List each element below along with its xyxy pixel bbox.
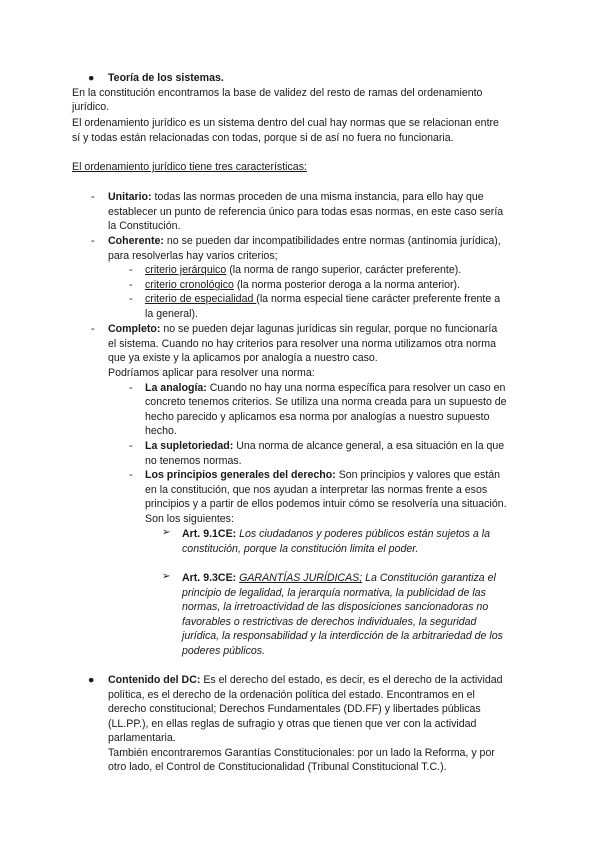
article-label: Art. 9.3CE: bbox=[182, 572, 237, 584]
article-line: principio de legalidad, la jerarquía normativa, la publicidad de las bbox=[182, 587, 486, 599]
subheading: El ordenamiento jurídico tiene tres características: bbox=[72, 161, 307, 173]
dash-marker: - bbox=[129, 440, 133, 452]
paragraph-line: En la constitución encontramos la base de validez del resto de ramas del ordenamiento bbox=[72, 87, 483, 99]
item-line: en la constitución, que nos ayudan a interpretar las normas frente a esos bbox=[145, 484, 488, 496]
item-completo bbox=[108, 322, 497, 337]
term-label: Contenido del DC: bbox=[108, 674, 201, 686]
item-line: para resolverlas hay varios criterios; bbox=[108, 250, 278, 262]
article-line: normas, la irretroactividad de las disposiciones sancionadoras no bbox=[182, 601, 489, 613]
item-analogia bbox=[145, 381, 505, 396]
paragraph-line: jurídico. bbox=[72, 101, 110, 113]
item-text: Una norma de alcance general, a esa situación en la que bbox=[233, 440, 505, 452]
item-line: que ya existe y la aplicamos por analogía a nuestro caso. bbox=[108, 352, 378, 364]
term-label: Unitario: bbox=[108, 191, 152, 203]
bullet-marker: ● bbox=[88, 674, 95, 686]
item-line: Son los siguientes: bbox=[145, 513, 234, 525]
term-label: Completo: bbox=[108, 323, 161, 335]
arrow-marker: ➢ bbox=[162, 527, 171, 538]
dash-marker: - bbox=[129, 264, 133, 276]
item-line: otro lado, el Control de Constitucionalidad (Tribunal Constitucional T.C.). bbox=[108, 761, 447, 773]
item-text: Cuando no hay una norma específica para resolver un caso en bbox=[206, 382, 506, 394]
term-label: La analogía: bbox=[145, 382, 207, 394]
item-line: la general). bbox=[145, 308, 198, 320]
item-line: Podríamos aplicar para resolver una norma: bbox=[108, 367, 315, 379]
arrow-marker: ➢ bbox=[162, 571, 171, 582]
article-9-1 bbox=[182, 527, 490, 542]
criterio-cronologico bbox=[145, 278, 460, 293]
item-principios bbox=[145, 468, 500, 483]
item-line: derecho constitucional; Derechos Fundamentales (DD.FF) y libertades públicas bbox=[108, 703, 481, 715]
term-label: La supletoriedad: bbox=[145, 440, 234, 452]
dash-marker: - bbox=[129, 279, 133, 291]
criterio-term: criterio jerárquico bbox=[145, 264, 227, 276]
article-line: jurídica, la responsabilidad y la interdicción de la arbitrariedad de los bbox=[182, 630, 503, 642]
paragraph-line: sí y todas están relacionadas con todas, porque si de así no fuera no funcionaria. bbox=[72, 132, 454, 144]
dash-marker: - bbox=[91, 323, 95, 335]
item-text: todas las normas proceden de una misma instancia, para ello hay que bbox=[151, 191, 484, 203]
item-line: principios y a partir de ellos podemos intuir cómo se resolvería una situación. bbox=[145, 498, 507, 510]
dash-marker: - bbox=[91, 235, 95, 247]
item-unitario bbox=[108, 190, 484, 205]
article-line: constitución, porque la constitución limita el poder. bbox=[182, 543, 419, 555]
item-coherente bbox=[108, 234, 501, 249]
dash-marker: - bbox=[129, 469, 133, 481]
criterio-term: criterio cronológico bbox=[145, 279, 234, 291]
criterio-especialidad bbox=[145, 292, 500, 307]
article-text: La Constitución garantiza el bbox=[362, 572, 496, 584]
item-text: Son principios y valores que están bbox=[335, 469, 501, 481]
item-supletoriedad bbox=[145, 439, 504, 454]
article-line: favorables o restrictivas de derechos individuales, la seguridad bbox=[182, 616, 477, 628]
item-text: no se pueden dejar lagunas jurídicas sin regular, porque no funcionaría bbox=[160, 323, 498, 335]
item-line: no tenemos normas. bbox=[145, 455, 242, 467]
item-line: También encontraremos Garantías Constitucionales: por un lado la Reforma, y por bbox=[108, 747, 495, 759]
criterio-text: (la norma posterior deroga a la norma anterior). bbox=[233, 279, 461, 291]
criterio-jerarquico bbox=[145, 263, 461, 278]
paragraph-line: El ordenamiento jurídico es un sistema dentro del cual hay normas que se relacionan entre bbox=[72, 117, 499, 129]
criterio-term: criterio de especialidad bbox=[145, 293, 257, 305]
dash-marker: - bbox=[129, 293, 133, 305]
item-line: el sistema. Cuando no hay criterios para resolver una norma utilizamos otra norma bbox=[108, 338, 497, 350]
article-9-3 bbox=[182, 571, 496, 586]
criterio-text: (la norma especial tiene carácter preferente frente a bbox=[256, 293, 501, 305]
article-term: GARANTÍAS JURÍDICAS; bbox=[239, 572, 363, 584]
term-label: Coherente: bbox=[108, 235, 164, 247]
dash-marker: - bbox=[129, 382, 133, 394]
item-text: Es el derecho del estado, es decir, es el derecho de la actividad bbox=[200, 674, 503, 686]
item-line: (LL.PP.), en ellas reglas de sufragio y otras que tienen que ver con la actividad bbox=[108, 718, 477, 730]
article-line: poderes públicos. bbox=[182, 645, 266, 657]
term-label: Los principios generales del derecho: bbox=[145, 469, 336, 481]
article-label: Art. 9.1CE: bbox=[182, 528, 237, 540]
dash-marker: - bbox=[91, 191, 95, 203]
item-line: hecho parecido y aplicamos esa norma por analogías a nuestro supuesto bbox=[145, 411, 490, 423]
item-line: política, es el derecho de la ordenación política del estado. Encontramos en el bbox=[108, 689, 475, 701]
criterio-text: (la norma de rango superior, carácter preferente). bbox=[226, 264, 462, 276]
item-line: la Constitución. bbox=[108, 220, 181, 232]
item-line: establecer un punto de referencia único para todas esas normas, en este caso sería bbox=[108, 206, 504, 218]
item-text: no se pueden dar incompatibilidades entre normas (antinomia jurídica), bbox=[163, 235, 501, 247]
contenido-dc bbox=[108, 673, 503, 688]
item-line: concreto tenemos criterios. Se utiliza una norma creada para un supuesto de bbox=[145, 396, 507, 408]
bullet-marker: ● bbox=[88, 72, 95, 84]
article-text: Los ciudadanos y poderes públicos están sujetos a la bbox=[236, 528, 490, 540]
item-line: parlamentaria. bbox=[108, 732, 176, 744]
section-title: Teoría de los sistemas. bbox=[108, 72, 224, 84]
item-line: hecho. bbox=[145, 425, 177, 437]
